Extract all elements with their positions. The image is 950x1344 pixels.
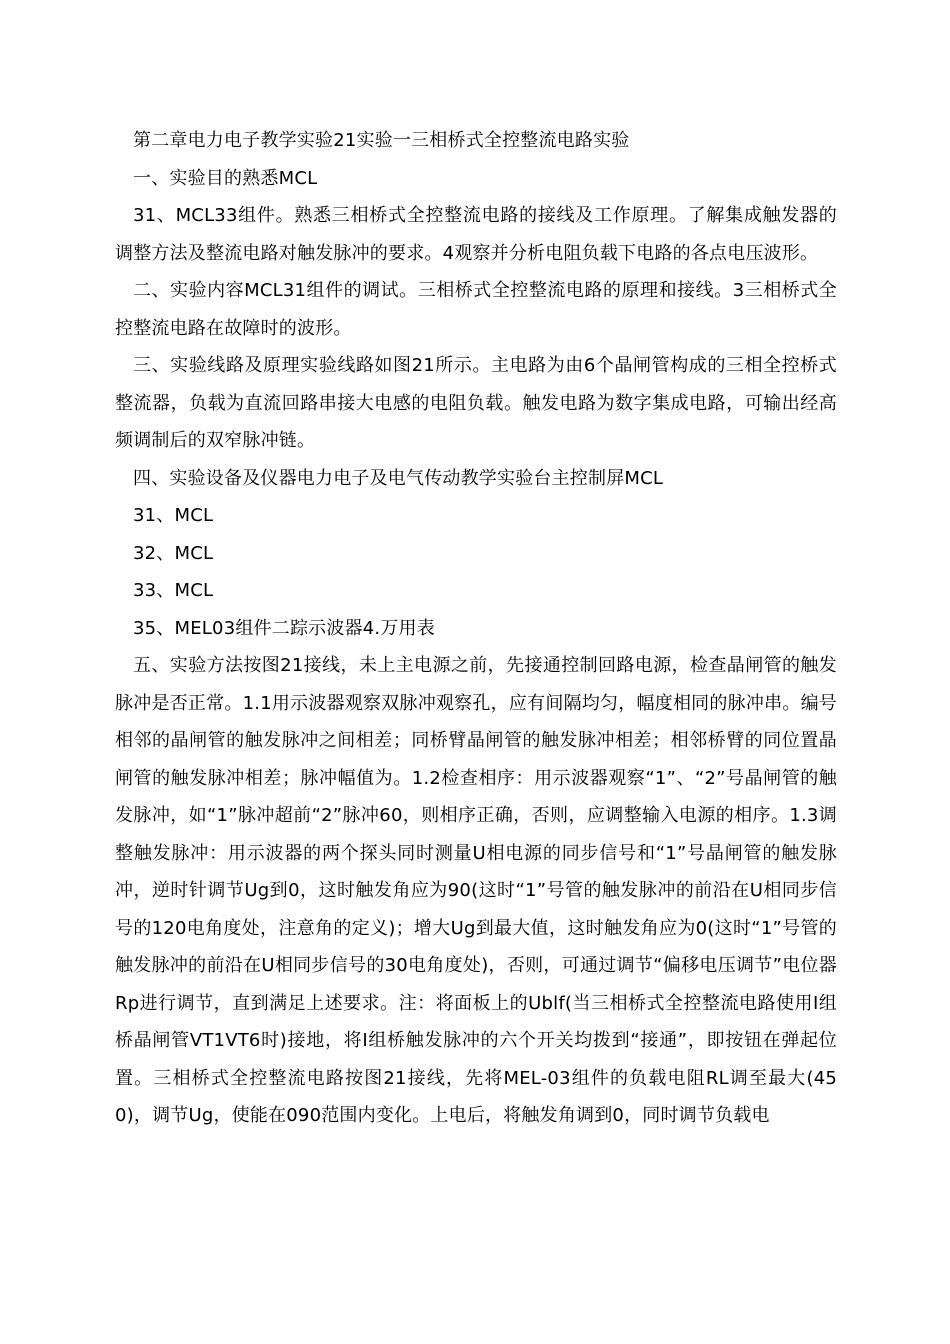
objective-paragraph: 31、MCL33组件。熟悉三相桥式全控整流电路的接线及工作原理。了解集成触发器的调整方法及整流电路对触发脉冲的要求。4观察并分析电阻负载下电路的各点电压波形。 — [115, 205, 837, 264]
chapter-title: 第二章电力电子教学实验21实验一三相桥式全控整流电路实验 — [133, 130, 630, 151]
principle-paragraph: 三、实验线路及原理实验线路如图21所示。主电路为由6个晶闸管构成的三相全控桥式整流器，负载为直流回路串接大电感的电阻负载。触发电路为数字集成电路，可输出经高频调制后的双窄脉冲链。 — [115, 355, 837, 451]
method-paragraph: 五、实验方法按图21接线，未上主电源之前，先接通控制回路电源，检查晶闸管的触发脉冲是否正常。1.1用示波器观察双脉冲观察孔，应有间隔均匀，幅度相同的脉冲串。编号相邻的晶闸管的触发脉冲之间相差；同桥臂晶闸管的触发脉冲相差；相邻桥臂的同位置晶闸管的触发脉冲相差；脉冲幅值为。1.2检查相序：用示波器观察“1”、“2”号晶闸管的触发脉冲，如“1”脉冲超前“2”脉冲60，则相序正确，否则，应调整输入电源的相序。1.3调整触发脉冲：用示波器的两个探头同时测量U相电源的同步信号和“1”号晶闸管的触发脉冲，逆时针调节Ug到0，这时触发角应为90(这时“1”号管的触发脉冲的前沿在U相同步信号的120电角度处，注意角的定义)；增大Ug到最大值，这时触发角应为0(这时“1”号管的触发脉冲的前沿在U相同步信号的30电角度处)，否则，可通过调节“偏移电压调节”电位器Rp进行调节，直到满足上述要求。注：将面板上的Ublf(当三相桥式全控整流电路使用I组桥晶闸管VT1VT6时)接地，将I组桥触发脉冲的六个开关均拨到“接通”，即按钮在弹起位置。三相桥式全控整流电路按图21接线，先将MEL-03组件的负载电阻RL调至最大(450)，调节Ug，使能在090范围内变化。上电后，将触发角调到0，同时调节负载电 — [115, 655, 837, 1126]
content-paragraph: 二、实验内容MCL31组件的调试。三相桥式全控整流电路的原理和接线。3三相桥式全控整流电路在故障时的波形。 — [115, 280, 837, 339]
equipment-item: 35、MEL03组件二踪示波器4.万用表 — [133, 617, 435, 639]
equipment-item: 32、MCL — [133, 542, 214, 564]
document-page — [115, 122, 837, 1135]
equipment-heading: 四、实验设备及仪器电力电子及电气传动教学实验台主控制屏MCL — [133, 467, 664, 489]
section-objective-heading: 一、实验目的熟悉MCL — [133, 167, 318, 189]
equipment-item: 31、MCL — [133, 505, 214, 526]
equipment-item: 33、MCL — [133, 580, 214, 601]
